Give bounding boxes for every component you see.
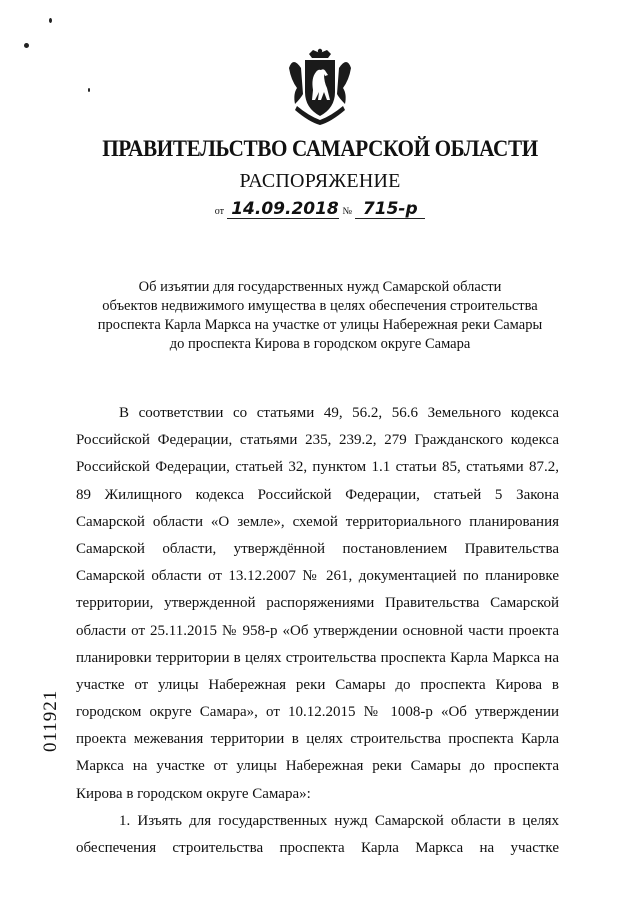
body-line: городском округе Самара», от 10.12.2015 № 1008-р «Об утверждении	[76, 704, 559, 721]
document-type: РАСПОРЯЖЕНИЕ	[239, 170, 401, 192]
body-line: Самарской области «О земле», схемой территориального планирования	[76, 513, 559, 530]
coat-of-arms-emblem	[287, 48, 353, 126]
body-line: проекта межевания территории в целях строительства проспекта Карла	[76, 731, 559, 748]
side-serial-number: 011921	[40, 689, 61, 752]
subject-line: до проспекта Кирова в городском округе Самара	[169, 336, 471, 352]
document-subject	[60, 278, 580, 354]
subject-line: объектов недвижимого имущества в целях обеспечения строительства	[102, 298, 538, 314]
scan-speck	[88, 88, 90, 92]
body-line: В соответствии со статьями 49, 56.2, 56.6 Земельного кодекса	[119, 405, 559, 421]
body-line: Кирова в городском округе Самара»:	[76, 785, 311, 802]
body-line: 89 Жилищного кодекса Российской Федерации, статьей 5 Закона	[76, 486, 559, 503]
scan-speck	[24, 43, 29, 48]
body-line: Российской Федерации, статьями 235, 239.2, 279 Гражданского кодекса	[76, 432, 559, 449]
scan-speck	[49, 18, 52, 23]
subject-line: Об изъятии для государственных нужд Самарской области	[138, 279, 502, 295]
date-number-line	[0, 200, 640, 219]
document-number: 715-р	[355, 200, 425, 219]
body-line: 1. Изъять для государственных нужд Самарской области в целях	[119, 812, 559, 829]
body-line: территории, утвержденной распоряжениями Правительства Самарской	[76, 595, 559, 612]
body-line: Самарской области, утверждённой постановлением Правительства	[76, 540, 559, 557]
document-body	[76, 400, 559, 862]
number-prefix: №	[342, 206, 353, 217]
subject-line: проспекта Карла Маркса на участке от улицы Набережная реки Самары	[97, 317, 543, 333]
body-line: Маркса на участке от улицы Набережная реки Самары до проспекта	[76, 758, 559, 775]
body-line: Самарской области от 13.12.2007 № 261, документацией по планировке	[76, 568, 559, 585]
body-line: обеспечения строительства проспекта Карла Маркса на участке	[76, 840, 559, 856]
body-line: участке от улицы Набережная реки Самары до проспекта Кирова в	[76, 676, 559, 693]
body-line: Российской Федерации, статьей 32, пунктом 1.1 статьи 85, статьями 87.2,	[76, 459, 559, 476]
government-title: ПРАВИТЕЛЬСТВО САМАРСКОЙ ОБЛАСТИ	[102, 136, 538, 161]
date-prefix: от	[214, 206, 224, 217]
document-date: 14.09.2018	[227, 200, 339, 219]
body-line: области от 25.11.2015 № 958-р «Об утверждении основной части проекта	[76, 622, 559, 639]
body-line: планировки территории в целях строительства проспекта Карла Маркса на	[76, 649, 559, 666]
